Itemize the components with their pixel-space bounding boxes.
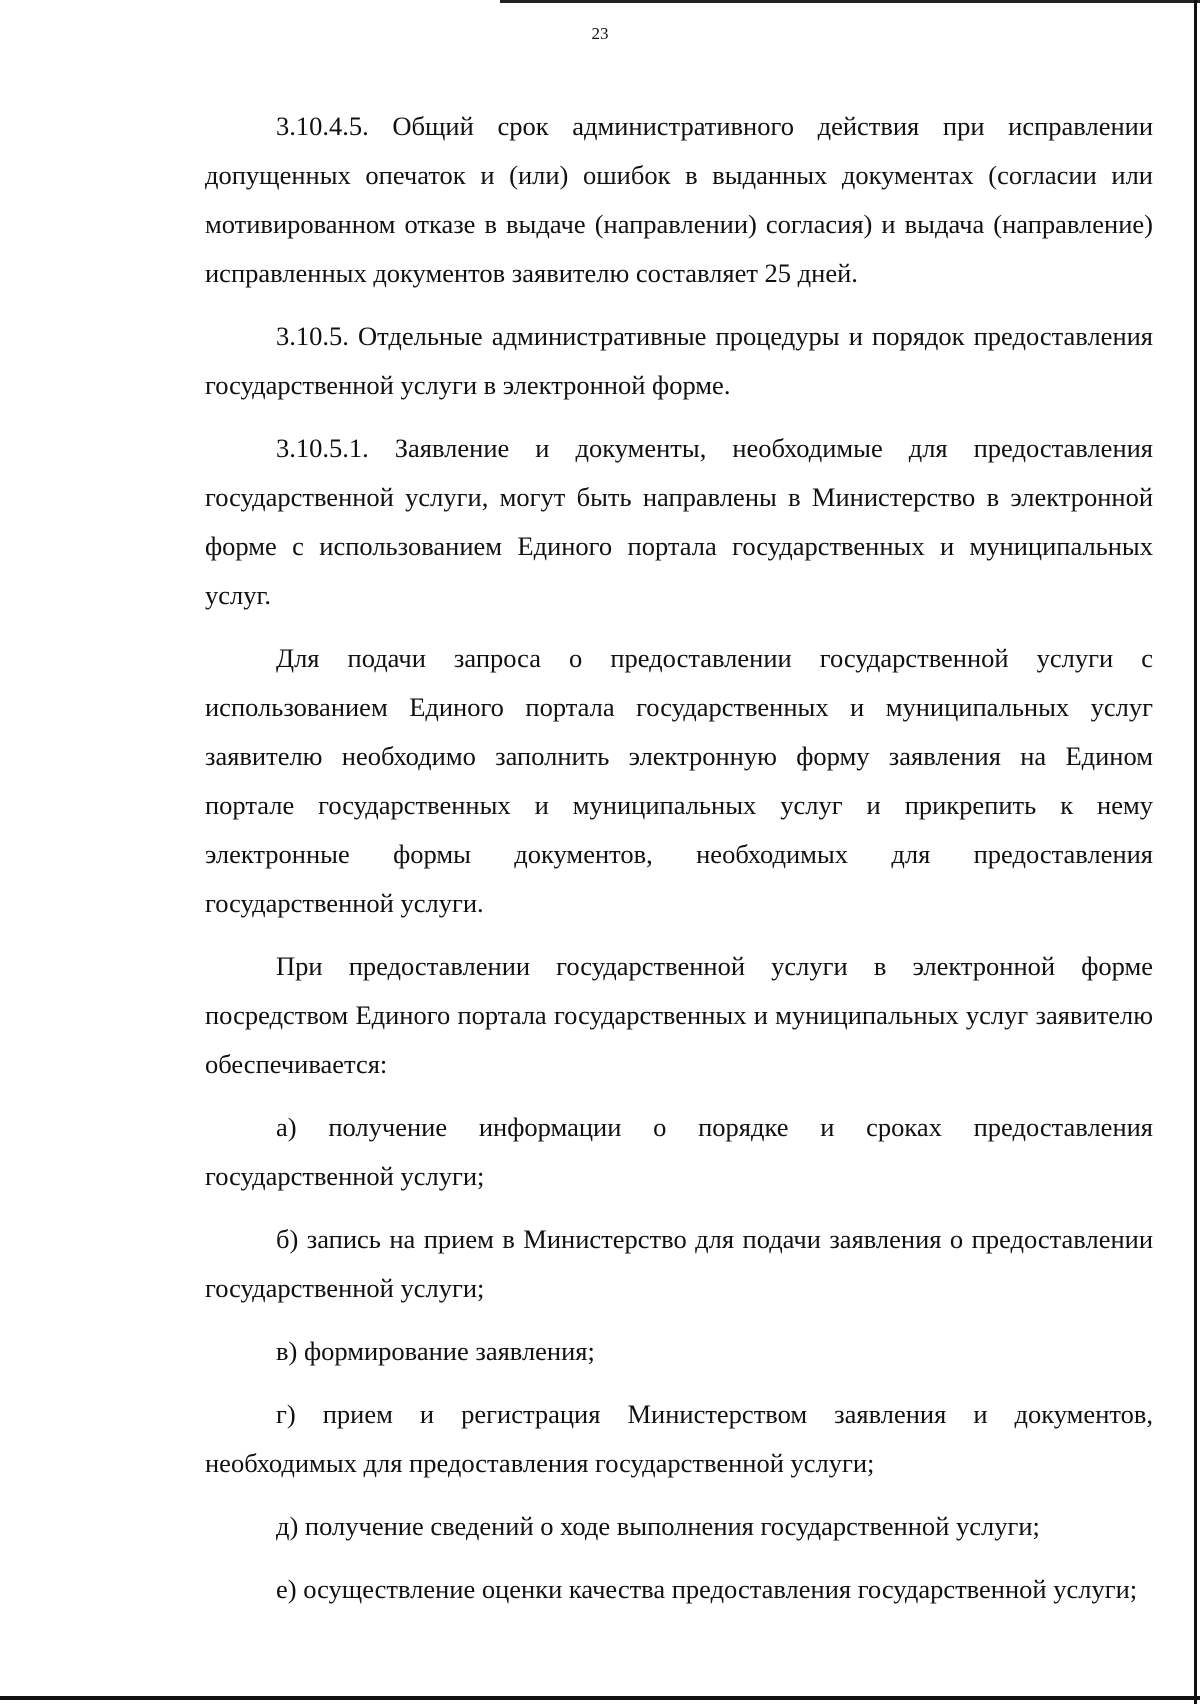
list-item-g: г) прием и регистрация Министерством заявления и документов, необходимых для предоставления государственной услуги; (205, 1399, 1153, 1478)
paragraph-3-10-5-1: 3.10.5.1. Заявление и документы, необходимые для предоставления государственной услуги, могут быть направлены в Министерство в электронной форме с использованием Единого портала государственных и муниципальных услуг. (205, 433, 1153, 610)
paragraph-3-10-5: 3.10.5. Отдельные административные процедуры и порядок предоставления государственной услуги в электронной форме. (205, 321, 1153, 400)
paragraph-request-submission: Для подачи запроса о предоставлении государственной услуги с использованием Единого портала государственных и муниципальных услуг заявителю необходимо заполнить электронную форму заявления на Едином портале государственных и муниципальных услуг и прикрепить к нему электронные формы документов, необходимых для предоставления государственной услуги. (205, 643, 1153, 918)
page-number: 23 (591, 24, 609, 43)
list-item-e: е) осуществление оценки качества предоставления государственной услуги; (276, 1574, 1138, 1604)
scan-right-edge (1194, 0, 1197, 1704)
list-item-a: а) получение информации о порядке и сроках предоставления государственной услуги; (205, 1112, 1153, 1191)
paragraph-electronic-provision: При предоставлении государственной услуги в электронной форме посредством Единого портала государственных и муниципальных услуг заявителю обеспечивается: (205, 951, 1153, 1079)
document-body (205, 102, 1153, 1614)
list-item-v: в) формирование заявления; (276, 1336, 595, 1366)
list-item-b: б) запись на прием в Министерство для подачи заявления о предоставлении государственной услуги; (205, 1224, 1153, 1303)
scan-top-edge (500, 0, 1200, 3)
scan-bottom-edge (0, 1696, 1200, 1700)
paragraph-3-10-4-5: 3.10.4.5. Общий срок административного действия при исправлении допущенных опечаток и (или) ошибок в выданных документах (согласии или мотивированном отказе в выдаче (направлении) согласия) и выдача (направление) исправленных документов заявителю составляет 25 дней. (205, 111, 1153, 288)
list-item-d: д) получение сведений о ходе выполнения государственной услуги; (276, 1511, 1040, 1541)
